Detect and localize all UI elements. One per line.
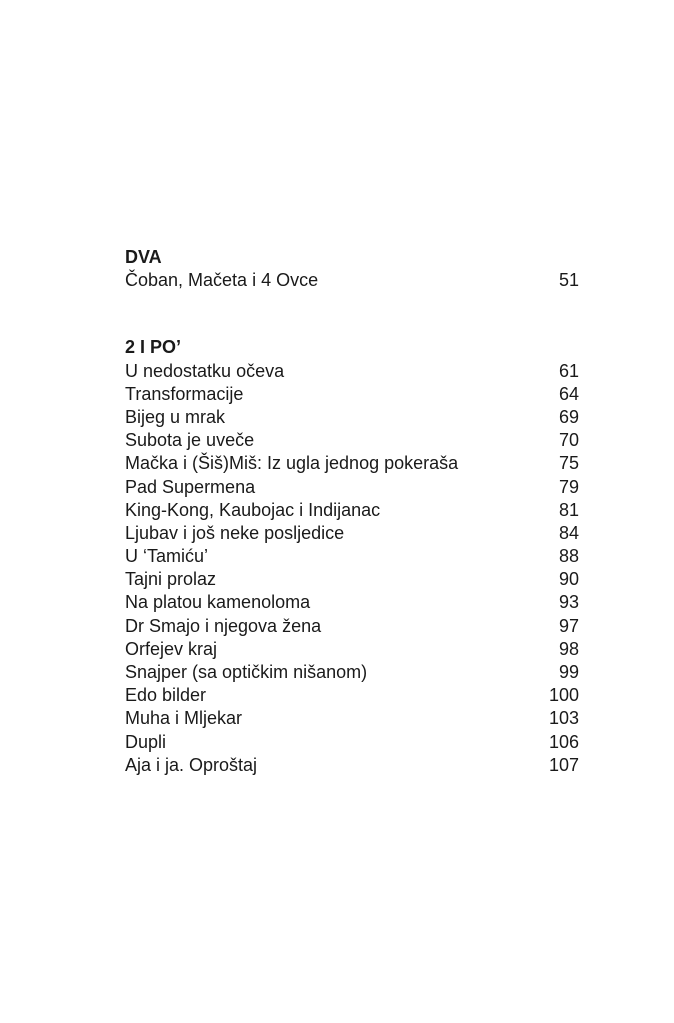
table-of-contents bbox=[125, 246, 579, 777]
entry-title: Subota je uveče bbox=[125, 430, 255, 451]
entry-page-number: 64 bbox=[558, 383, 579, 404]
entry-page-number: 98 bbox=[558, 638, 579, 659]
entry-title: Edo bilder bbox=[125, 685, 207, 706]
toc-entry bbox=[125, 429, 579, 452]
toc-entry bbox=[125, 476, 579, 499]
section-heading: 2 I PO’ bbox=[125, 337, 182, 358]
toc-entry bbox=[125, 269, 579, 292]
entry-page-number: 61 bbox=[558, 360, 579, 381]
toc-entry bbox=[125, 615, 579, 638]
entry-page-number: 69 bbox=[558, 406, 579, 427]
entry-page-number: 51 bbox=[558, 270, 579, 291]
entry-title: Bijeg u mrak bbox=[125, 406, 226, 427]
entry-title: Mačka i (Šiš)Miš: Iz ugla jednog pokeraša bbox=[125, 453, 459, 474]
entry-title: Orfejev kraj bbox=[125, 638, 218, 659]
entry-title: Transformacije bbox=[125, 383, 244, 404]
entry-title: U nedostatku očeva bbox=[125, 360, 285, 381]
toc-entry bbox=[125, 591, 579, 614]
entry-page-number: 70 bbox=[558, 430, 579, 451]
section-spacer bbox=[125, 292, 579, 336]
toc-entry bbox=[125, 452, 579, 475]
entry-page-number: 106 bbox=[548, 731, 579, 752]
toc-section-2-i-po bbox=[125, 336, 579, 777]
toc-entry bbox=[125, 707, 579, 730]
entry-title: Dupli bbox=[125, 731, 167, 752]
entry-page-number: 84 bbox=[558, 522, 579, 543]
entry-title: U ‘Tamiću’ bbox=[125, 546, 209, 567]
entry-page-number: 97 bbox=[558, 615, 579, 636]
entry-title: Aja i ja. Oproštaj bbox=[125, 754, 258, 775]
toc-entry bbox=[125, 731, 579, 754]
entry-title: Na platou kamenoloma bbox=[125, 592, 311, 613]
entry-title: Pad Supermena bbox=[125, 476, 256, 497]
entry-title: Snajper (sa optičkim nišanom) bbox=[125, 662, 368, 682]
toc-entry bbox=[125, 754, 579, 777]
entry-page-number: 107 bbox=[548, 754, 579, 775]
entry-page-number: 88 bbox=[558, 546, 579, 567]
entry-title: Ljubav i još neke posljedice bbox=[125, 522, 345, 543]
toc-section-dva bbox=[125, 246, 579, 292]
entry-title: King-Kong, Kaubojac i Indijanac bbox=[125, 499, 381, 520]
entry-page-number: 99 bbox=[558, 662, 579, 682]
toc-entry bbox=[125, 383, 579, 406]
entry-page-number: 81 bbox=[558, 499, 579, 520]
toc-entry bbox=[125, 522, 579, 545]
toc-entry bbox=[125, 499, 579, 522]
toc-entry bbox=[125, 545, 579, 568]
entry-page-number: 79 bbox=[558, 476, 579, 497]
entry-page-number: 75 bbox=[558, 453, 579, 474]
toc-entry bbox=[125, 638, 579, 661]
entry-page-number: 100 bbox=[548, 685, 579, 706]
toc-entry bbox=[125, 661, 579, 684]
entry-page-number: 90 bbox=[558, 569, 579, 590]
entry-page-number: 93 bbox=[558, 592, 579, 613]
entry-title: Muha i Mljekar bbox=[125, 708, 243, 729]
entry-title: Čoban, Mačeta i 4 Ovce bbox=[125, 270, 319, 291]
section-heading: DVA bbox=[125, 247, 162, 267]
entry-page-number: 103 bbox=[548, 708, 579, 729]
toc-entry bbox=[125, 406, 579, 429]
toc-entry bbox=[125, 684, 579, 707]
entry-title: Dr Smajo i njegova žena bbox=[125, 615, 322, 636]
toc-entry bbox=[125, 568, 579, 591]
toc-entry bbox=[125, 360, 579, 383]
entry-title: Tajni prolaz bbox=[125, 569, 217, 590]
